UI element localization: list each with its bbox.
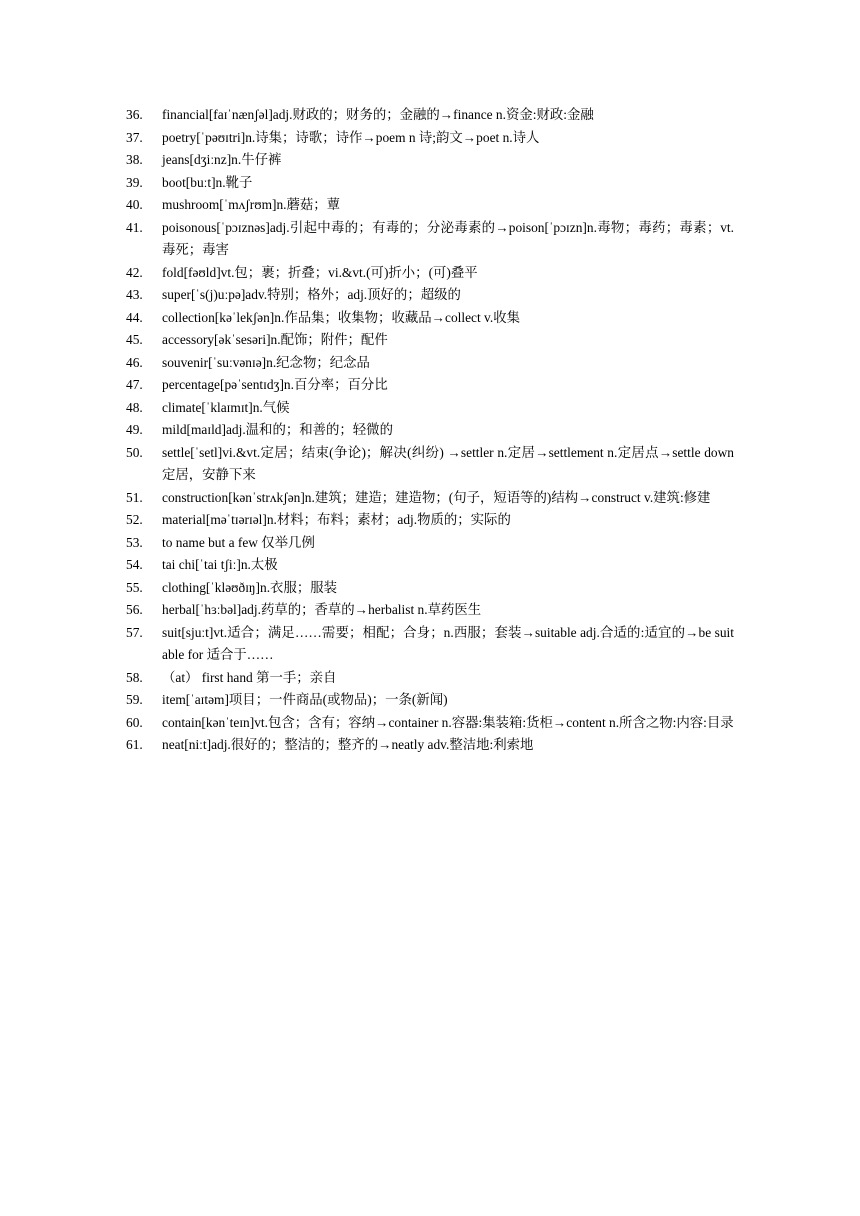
entry-number: 46.: [126, 354, 143, 370]
vocab-entry: [126, 104, 734, 127]
vocab-entry: [126, 149, 734, 172]
vocab-entry: [126, 622, 734, 667]
entry-text: material[məˈtɪərɪəl]n.材料；布料；素材；adj.物质的；实际的: [162, 512, 511, 527]
vocab-entry: [126, 307, 734, 330]
entry-text: tai chi[ˈtai tʃiː]n.太极: [162, 557, 278, 572]
entry-text: poisonous[ˈpɔɪznəs]adj.引起中毒的；有毒的；分泌毒素的→poison[ˈpɔɪzn]n.毒物；毒药；毒素；vt.毒死；毒害: [162, 219, 734, 257]
entry-text: neat[niːt]adj.很好的；整洁的；整齐的→neatly adv.整洁地:利索地: [162, 737, 534, 752]
vocab-entry: [126, 487, 734, 510]
vocab-entry: [126, 194, 734, 217]
entry-number: 54.: [126, 557, 143, 572]
entry-number: 42.: [126, 264, 143, 280]
entry-number: 61.: [126, 737, 143, 752]
vocab-entry: [126, 509, 734, 532]
entry-text: herbal[ˈhɜːbəl]adj.药草的；香草的→herbalist n.草药医生: [162, 602, 482, 617]
entry-text: item[ˈaɪtəm]项目；一件商品(或物品)；一条(新闻): [162, 692, 448, 707]
vocab-entry: [126, 397, 734, 420]
vocab-entry: [126, 419, 734, 442]
entry-text: contain[kənˈteɪn]vt.包含；含有；容纳→container n.容器:集装箱:货柜→content n.所含之物:内容:目录: [162, 714, 734, 730]
entry-number: 40.: [126, 197, 143, 212]
vocabulary-list: [126, 104, 734, 757]
vocab-entry: [126, 442, 734, 487]
entry-number: 55.: [126, 579, 143, 595]
entry-number: 48.: [126, 399, 143, 415]
vocab-entry: [126, 172, 734, 195]
entry-number: 43.: [126, 287, 143, 302]
vocab-entry: [126, 577, 734, 600]
entry-text: accessory[əkˈsesəri]n.配饰；附件；配件: [162, 332, 388, 347]
entry-number: 39.: [126, 174, 143, 190]
entry-number: 52.: [126, 512, 143, 527]
entry-text: clothing[ˈkləʊðɪŋ]n.衣服；服装: [162, 579, 338, 595]
entry-text: climate[ˈklaɪmɪt]n.气候: [162, 399, 290, 415]
entry-number: 38.: [126, 152, 143, 167]
entry-number: 49.: [126, 422, 143, 437]
entry-text: suit[sjuːt]vt.适合；满足……需要；相配；合身；n.西服；套装→suitable adj.合适的:适宜的→be suitable for 适合于……: [162, 624, 734, 662]
entry-number: 56.: [126, 602, 143, 617]
entry-text: super[ˈs(j)uːpə]adv.特别；格外；adj.顶好的；超级的: [162, 287, 461, 302]
entry-number: 59.: [126, 692, 143, 707]
entry-number: 47.: [126, 377, 143, 392]
entry-text: poetry[ˈpəʊɪtri]n.诗集；诗歌；诗作→poem n 诗;韵文→poet n.诗人: [162, 129, 540, 145]
entry-text: mild[maɪld]adj.温和的；和善的；轻微的: [162, 422, 393, 437]
vocab-entry: [126, 599, 734, 622]
entry-text: to name but a few 仅举几例: [162, 534, 315, 550]
entry-number: 45.: [126, 332, 143, 347]
entry-number: 44.: [126, 309, 143, 325]
entry-text: settle[ˈsetl]vi.&vt.定居；结束(争论)；解决(纠纷) →settler n.定居→settlement n.定居点→settle down 定居，安静下来: [162, 444, 734, 482]
vocab-entry: [126, 532, 734, 555]
entry-text: jeans[dʒiːnz]n.牛仔裤: [162, 152, 282, 167]
vocab-entry: [126, 712, 734, 735]
vocab-entry: [126, 352, 734, 375]
vocab-entry: [126, 554, 734, 577]
entry-text: （at） first hand 第一手；亲自: [162, 669, 337, 685]
entry-number: 41.: [126, 219, 143, 235]
entry-number: 57.: [126, 624, 143, 640]
vocab-entry: [126, 689, 734, 712]
entry-text: souvenir[ˈsuːvənɪə]n.纪念物；纪念品: [162, 354, 370, 370]
entry-text: financial[faɪˈnænʃəl]adj.财政的；财务的；金融的→finance n.资金:财政:金融: [162, 107, 594, 122]
vocab-entry: [126, 667, 734, 690]
entry-text: percentage[pəˈsentɪdʒ]n.百分率；百分比: [162, 377, 388, 392]
vocab-entry: [126, 284, 734, 307]
vocab-entry: [126, 374, 734, 397]
entry-number: 53.: [126, 534, 143, 550]
entry-number: 36.: [126, 107, 143, 122]
vocab-entry: [126, 127, 734, 150]
vocab-entry: [126, 329, 734, 352]
entry-number: 51.: [126, 489, 143, 505]
entry-text: collection[kəˈlekʃən]n.作品集；收集物；收藏品→collect v.收集: [162, 309, 520, 325]
entry-text: construction[kənˈstrʌkʃən]n.建筑；建造；建造物；(句子，短语等的)结构→construct v.建筑:修建: [162, 489, 711, 505]
entry-text: fold[fəʊld]vt.包；裹；折叠；vi.&vt.(可)折小；(可)叠平: [162, 264, 478, 280]
entry-number: 60.: [126, 714, 143, 730]
entry-number: 58.: [126, 669, 143, 685]
vocab-entry: [126, 262, 734, 285]
entry-text: mushroom[ˈmʌʃrʊm]n.蘑菇；蕈: [162, 197, 341, 212]
entry-text: boot[buːt]n.靴子: [162, 174, 253, 190]
vocab-entry: [126, 734, 734, 757]
entry-number: 37.: [126, 129, 143, 145]
entry-number: 50.: [126, 444, 143, 460]
vocab-entry: [126, 217, 734, 262]
